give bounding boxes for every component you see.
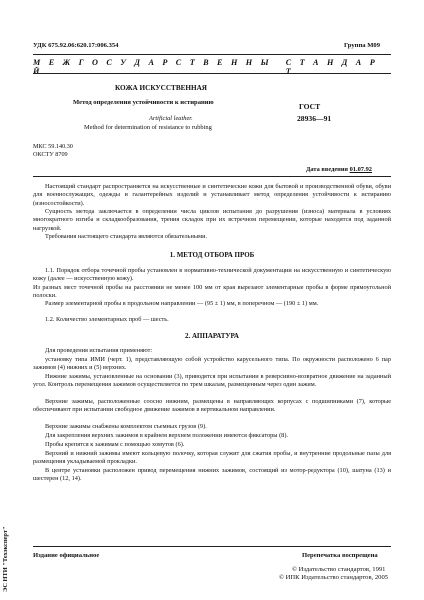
footer-divider bbox=[33, 546, 391, 547]
english-title: Artificial leather. bbox=[149, 115, 193, 122]
gost-number: 28936—91 bbox=[297, 114, 332, 123]
section-2-paragraph-2: установку типа ИМИ (черт. 1), представляющую собой устройство карусельного типа. По окружности расположено 6 пар зажимов (4) нижних и (5) верхних. bbox=[33, 356, 391, 372]
section-2-paragraph-3: Нижние зажимы, установленные на основании (3), приводятся при испытании в реверсивно-возвратное движение на заданный угол. Контроль перемещения зажимов осуществляется по трем шкалам, размещенным через один зажим. bbox=[33, 373, 391, 389]
copyright-1991: © Издательство стандартов, 1991 bbox=[292, 566, 386, 573]
banner-divider bbox=[33, 73, 391, 74]
section-2-paragraph-1: Для проведения испытания применяют: bbox=[45, 347, 153, 354]
reprint-notice: Перепечатка воспрещена bbox=[302, 552, 378, 559]
section-2-paragraph-4: Верхние зажимы, расположенные соосно нижним, размещены в направляющих корпусах с подшипниками (7), которые обеспечивают при испытании свободное движение зажимов в вертикальном направлении. bbox=[33, 398, 391, 414]
section-1-paragraph-1: 1.1. Порядок отбора точечной пробы установлен в нормативно-технической документации на искусственную и синтетическую кожу (далее — искусственную кожу). bbox=[33, 267, 391, 283]
section-2-paragraph-6: Для закрепления верхних зажимов в крайнем верхнем положении имеются фиксаторы (8). bbox=[45, 432, 289, 439]
intro-paragraph-3: Требования настоящего стандарта являются обязательными. bbox=[45, 233, 208, 240]
title-divider bbox=[33, 176, 391, 177]
udk-code: УДК 675.92.06:620.17:006.354 bbox=[33, 42, 119, 49]
section-1-heading: 1. МЕТОД ОТБОРА ПРОБ bbox=[169, 251, 255, 259]
top-divider bbox=[33, 54, 391, 55]
document-subtitle: Метод определения устойчивости к истиранию bbox=[73, 99, 214, 106]
english-subtitle: Method for determination of resistance to rubbing bbox=[84, 124, 212, 131]
group-code: Группа М09 bbox=[344, 42, 381, 49]
document-title: КОЖА ИСКУССТВЕННАЯ bbox=[115, 84, 207, 92]
banner-right: С Т А Н Д А Р Т bbox=[285, 58, 378, 76]
mks-code: МКС 59.140.30 bbox=[33, 143, 73, 150]
side-watermark: ЭС НТИ "Техэксперт" bbox=[2, 526, 9, 592]
okstu-code: ОКСТУ 8709 bbox=[33, 151, 68, 158]
section-2-paragraph-9: В центре установки расположен привод перемещения нижних зажимов, состоящий из мотор-редуктора (10), шатуна (13) и шестерен (12, 14). bbox=[33, 467, 391, 483]
gost-label: ГОСТ bbox=[299, 102, 321, 111]
section-2-heading: 2. АППАРАТУРА bbox=[185, 332, 239, 340]
intro-paragraph-1: Настоящий стандарт распространяется на искусственные и синтетические кожи для бытовой и производственной обуви, обуви для военнослужащих, одежды и галантерейных изделий и устанавливает метод определения устойчивости к истиранию (износостойкости). bbox=[33, 183, 391, 207]
intro-date-label: Дата введения bbox=[306, 166, 348, 173]
section-2-paragraph-7: Пробы крепятся к зажимам с помощью хомутов (6). bbox=[45, 441, 185, 448]
section-1-paragraph-3: Размер элементарной пробы в продольном направлении — (95 ± 1) мм, в поперечном — (190 ± 1) мм. bbox=[45, 300, 319, 307]
section-1-paragraph-4: 1.2. Количество элементарных проб — шесть. bbox=[45, 316, 169, 323]
intro-paragraph-2: Сущность метода заключается в определении числа циклов испытания до разрушения (износа) материала в условиях многократного изгиба и складкообразования, трения складок при их встречном перемещении, которые находятся под заданной нагрузкой. bbox=[33, 208, 391, 232]
banner-left: М Е Ж Г О С У Д А Р С Т В Е Н Н Ы Й bbox=[33, 58, 272, 76]
section-2-paragraph-8: Верхний и нижний зажимы имеют кольцевую полочку, которая служит для сжатия пробы, и внутренние продольные пазы для размещения укладываемой прокладки. bbox=[33, 450, 391, 466]
intro-date-value: 01.07.92 bbox=[349, 166, 372, 173]
section-2-paragraph-5: Верхние зажимы снабжены комплектом съемных грузов (9). bbox=[45, 423, 207, 430]
section-1-paragraph-2: Из разных мест точечной пробы на расстоянии не менее 100 мм от края вырезают элементарные пробы в форме прямоугольной полоски. bbox=[33, 284, 391, 300]
intro-date bbox=[306, 166, 372, 173]
official-edition: Издание официальное bbox=[33, 552, 100, 559]
copyright-2005: © ИПК Издательство стандартов, 2005 bbox=[279, 574, 389, 581]
